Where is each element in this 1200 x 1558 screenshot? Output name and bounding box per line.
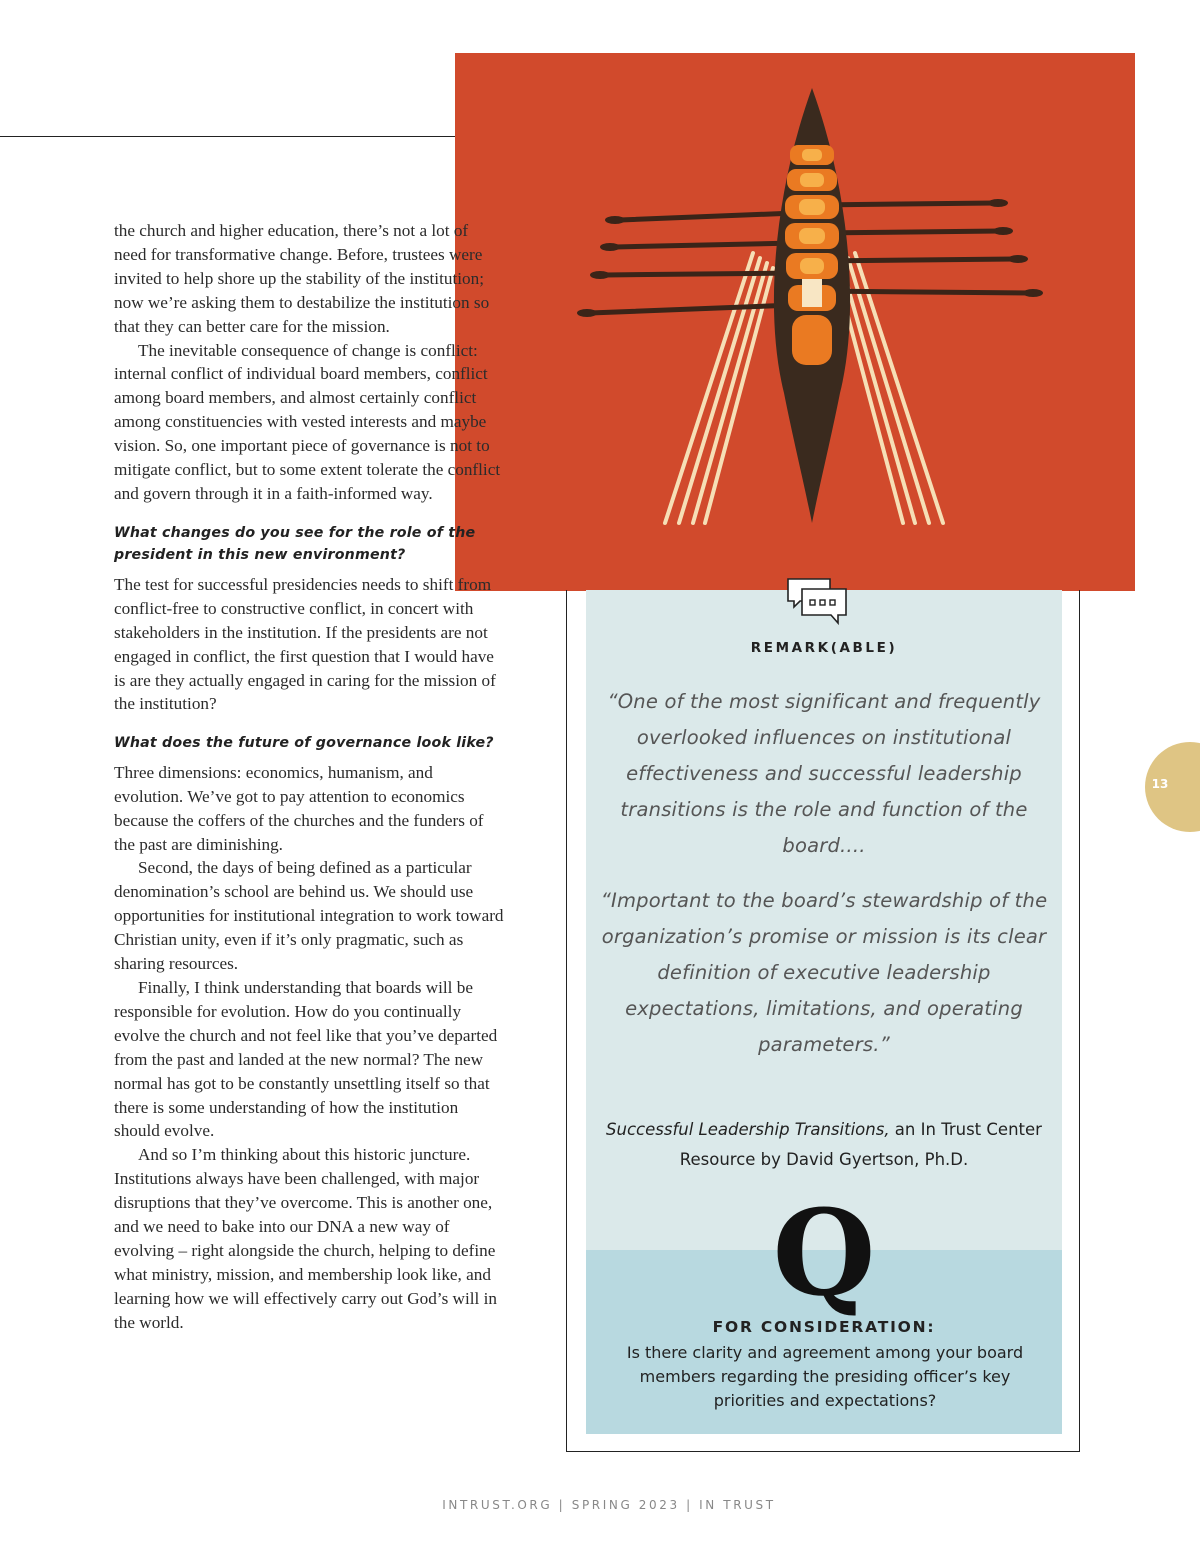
paragraph: The test for successful presidencies needs to shift from conflict-free to constructive conflict, in concert with stakeholders in the institution. If the presidents are not engaged in conflict, the first question that I would have is are they actually engaged in caring for the mission of the institution? <box>114 574 496 714</box>
paragraph: And so I’m thinking about this historic juncture. Institutions always have been challenged, with major disruptions that they’ve overcome. This is another one, and we need to bake into our DNA a new way of evolving – right alongside the church, helping to define what ministry, mission, and membership look like, and learning how we will effectively carry out God’s will in the world. <box>114 1145 497 1332</box>
interview-question: What changes do you see for the role of the president in this new environment? <box>114 524 476 564</box>
page-footer: INTRUST.ORG | SPRING 2023 | IN TRUST <box>442 1498 776 1512</box>
quote-source <box>600 1115 1048 1175</box>
rowing-boat-image <box>455 53 1135 591</box>
paragraph: The inevitable consequence of change is conflict: internal conflict of individual board members, conflict among board members, and almost certainly conflict among constituencies with vested interests and maybe vision. So, one important piece of governance is not to mitigate conflict, but to some extent tolerate the conflict and govern through it in a faith-informed way. <box>114 340 501 503</box>
source-details: an In Trust Center Resource by David Gyertson, Ph.D. <box>679 1120 1042 1169</box>
consideration-title: FOR CONSIDERATION: <box>712 1318 936 1336</box>
pull-quote: “Important to the board’s stewardship of the organization’s promise or mission is its clear definition of executive leadership expectations, limitations, and operating parameters.” <box>600 889 1048 1056</box>
big-q-letter: Q <box>772 1183 876 1322</box>
speech-bubbles-icon <box>786 577 848 627</box>
paragraph: the church and higher education, there’s not a lot of need for transformative change. Before, trustees were invited to help shore up the stability of the institution; now we’re asking them to destabilize the institution so that they can better care for the mission. <box>114 221 490 336</box>
rowing-boat-illustration <box>455 53 1135 591</box>
consideration-question: Is there clarity and agreement among your board members regarding the presiding officer’s key priorities and expectations? <box>626 1343 1024 1410</box>
top-rule <box>0 136 456 137</box>
paragraph: Second, the days of being defined as a particular denomination’s school are behind us. We should use opportunities for institutional integration to work toward Christian unity, even if it’s only pragmatic, such as sharing resources. <box>114 858 504 974</box>
sidebar-title: REMARK(ABLE) <box>750 640 898 656</box>
paragraph: Three dimensions: economics, humanism, and evolution. We’ve got to pay attention to economics because the coffers of the churches and the funders of the past are diminishing. <box>114 762 484 854</box>
article-body <box>114 219 504 1335</box>
paragraph: Finally, I think understanding that boards will be responsible for evolution. How do you continually evolve the church and not feel like that you’ve departed from the past and landed at the new normal? The new normal has got to be constantly unsettling itself so that there is some understanding of how the institution should evolve. <box>114 977 498 1141</box>
pull-quote: “One of the most significant and frequently overlooked influences on institutional effectiveness and successful leadership transitions is the role and function of the board.... <box>607 690 1041 857</box>
page-number: 13 <box>1151 777 1169 791</box>
interview-question: What does the future of governance look like? <box>114 735 494 752</box>
source-title: Successful Leadership Transitions, <box>606 1120 890 1139</box>
